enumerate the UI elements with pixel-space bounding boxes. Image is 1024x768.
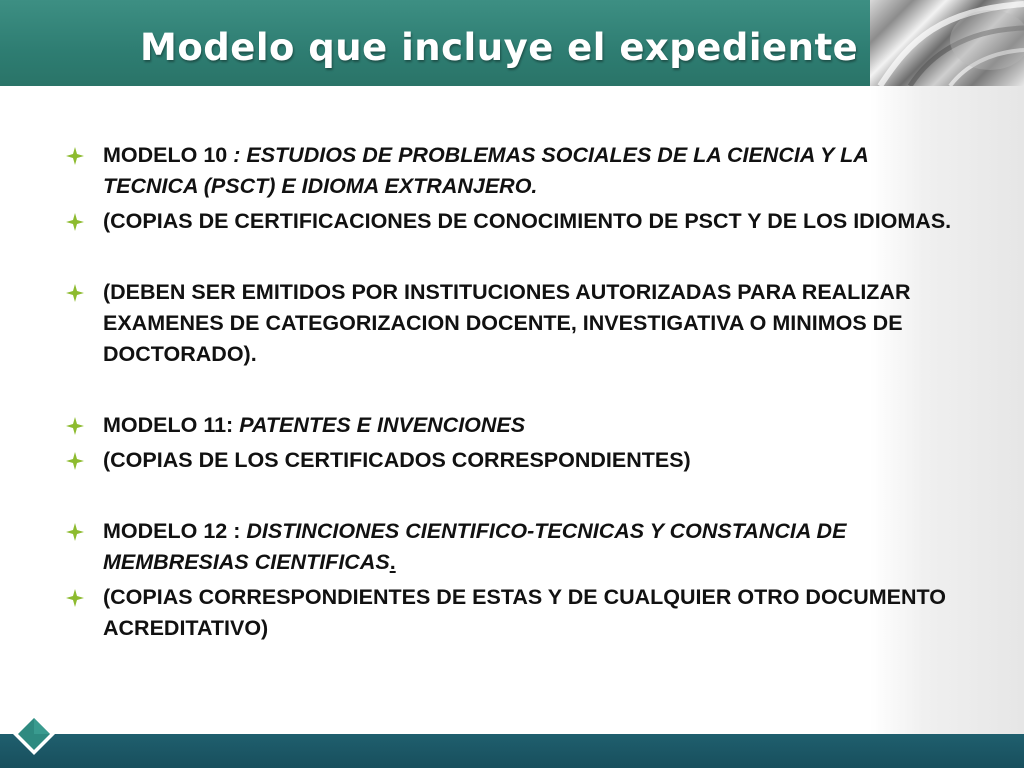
item-model-title: DISTINCIONES CIENTIFICO-TECNICAS Y CONSTANCIA DE MEMBRESIAS CIENTIFICAS — [103, 519, 847, 574]
diamond-bullet-icon — [66, 284, 84, 302]
item-model-title: PATENTES E INVENCIONES — [239, 413, 526, 437]
item-model-title: : ESTUDIOS DE PROBLEMAS SOCIALES DE LA CIENCIA Y LA TECNICA (PSCT) E IDIOMA EXTRANJERO. — [103, 143, 868, 198]
item-text: (COPIAS DE CERTIFICACIONES DE CONOCIMIENTO DE PSCT Y DE LOS IDIOMAS. — [103, 209, 952, 233]
item-model-label: MODELO 12 : — [103, 519, 247, 543]
item-text: (DEBEN SER EMITIDOS POR INSTITUCIONES AUTORIZADAS PARA REALIZAR EXAMENES DE CATEGORIZACION DOCENTE, INVESTIGATIVA O MINIMOS DE DOCTORADO). — [103, 280, 911, 366]
diamond-bullet-icon — [66, 452, 84, 470]
list-item — [66, 140, 956, 202]
diamond-bullet-icon — [66, 213, 84, 231]
list-item — [66, 206, 956, 237]
list-item — [66, 582, 956, 644]
list-item — [66, 445, 956, 476]
item-suffix: . — [389, 550, 396, 574]
metallic-corner-graphic — [870, 0, 1024, 86]
footer-bar — [0, 734, 1024, 768]
item-text: (COPIAS DE LOS CERTIFICADOS CORRESPONDIENTES) — [103, 448, 691, 472]
item-model-label: MODELO 10 — [103, 143, 228, 167]
diamond-bullet-icon — [66, 147, 84, 165]
diamond-bullet-icon — [66, 589, 84, 607]
bullet-list — [66, 140, 956, 644]
diamond-bullet-icon — [66, 523, 84, 541]
teal-diamond-icon — [12, 712, 56, 756]
item-text: (COPIAS CORRESPONDIENTES DE ESTAS Y DE CUALQUIER OTRO DOCUMENTO ACREDITATIVO) — [103, 585, 946, 640]
list-item — [66, 277, 956, 370]
item-model-label: MODELO 11: — [103, 413, 240, 437]
list-item — [66, 410, 956, 441]
slide-title: Modelo que incluye el expediente — [140, 26, 859, 69]
diamond-bullet-icon — [66, 417, 84, 435]
list-item — [66, 516, 956, 578]
